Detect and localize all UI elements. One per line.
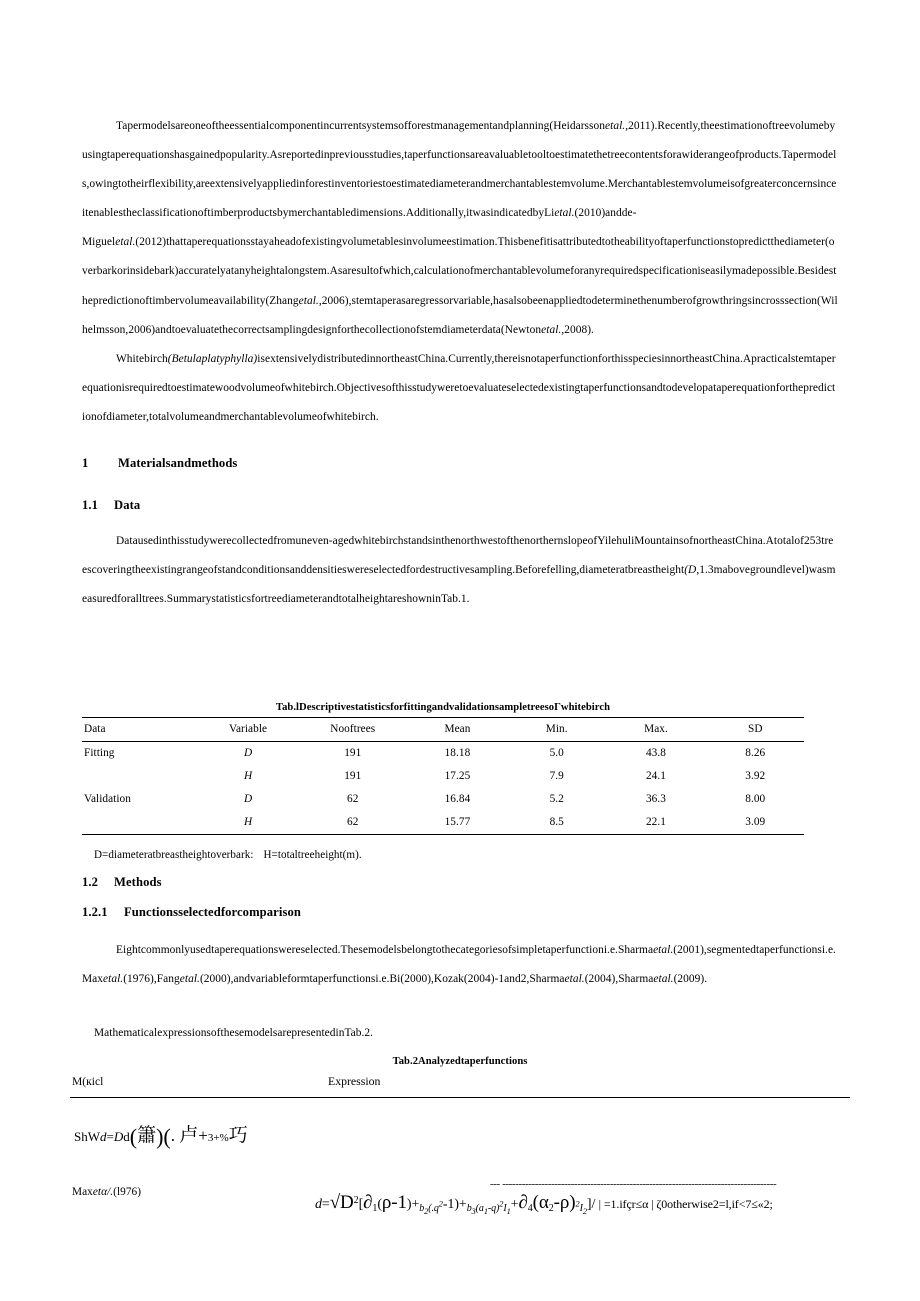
species-name: (Betulaplatyphylla) bbox=[167, 352, 258, 365]
heading-title: Materialsandmethods bbox=[118, 456, 238, 471]
table-2-header bbox=[70, 1073, 850, 1098]
table-row bbox=[82, 788, 804, 811]
cell-sd: 8.26 bbox=[745, 747, 766, 759]
note-right: H=totaltreeheight(m). bbox=[263, 849, 362, 861]
methods-citation-4: etal. bbox=[564, 973, 585, 986]
col-header-nooftrees: Nooftrees bbox=[299, 718, 407, 742]
cell-mean: 18.18 bbox=[444, 747, 471, 759]
expr-var-D: D bbox=[113, 1129, 124, 1144]
col-header-data: Data bbox=[82, 718, 198, 742]
body-text-column bbox=[82, 112, 838, 614]
expr-garbled-glyph-1: 簫 bbox=[137, 1124, 157, 1146]
intro-p1-citation-1: etal. bbox=[605, 120, 626, 132]
table-row bbox=[70, 1170, 850, 1240]
cell-max: 22.1 bbox=[605, 811, 706, 835]
methods-citation-1: etal. bbox=[653, 944, 674, 956]
expr-b2: b2(.q2 bbox=[419, 1199, 443, 1216]
expr-plus: + bbox=[198, 1126, 208, 1145]
expr-condition: | =1.ifçr≤α | ζ0otherwise2=l,if<7≤«2; bbox=[598, 1197, 773, 1211]
col-header-mean: Mean bbox=[407, 718, 508, 742]
intro-paragraph-3 bbox=[82, 345, 838, 432]
cell-max: 36.3 bbox=[645, 793, 666, 805]
col-header-sd: SD bbox=[707, 718, 804, 742]
data-p1-seg2: 1.3mabovegroundlevel)wasmeasuredforalltrees.SummarystatisticsfortreediameterandtotalheightareshowninTab.1. bbox=[82, 564, 836, 606]
heading-methods bbox=[82, 872, 822, 892]
intro-p3-seg1: Whitebirch bbox=[116, 352, 168, 365]
expr-sub-3: 3+% bbox=[207, 1132, 229, 1144]
methods-citation-5: etal. bbox=[653, 973, 674, 986]
methods-p1-seg4: (2000),andvariableformtaperfunctionsi.e.Bi(2000),Kozak(2004)-1and2,Sharma bbox=[199, 973, 565, 986]
model-name: Max bbox=[72, 1186, 93, 1198]
table-row bbox=[82, 765, 804, 788]
cell-nooftrees: 191 bbox=[344, 770, 362, 782]
intro-p2-seg3: ,2006),stemtaperasaregressorvariable,hasalsobeenappliedtodeterminethenumberofgrowthringsincrosssection(Wilhelmsson,2006)andtoevaluatethecorrectsamplingdesignforthecollectionofstemdiameterdata(Newton bbox=[82, 294, 838, 336]
heading-materials-and-methods bbox=[82, 453, 838, 473]
expression-max-1976: $d=√D^2[\partial_1(\rho-1)+_{b_2(.q^2}-1)+_{b_3(a_1-q)^2I_1}+\partial_4(\alpha 2-\rho)_{^2I_2}]/$ | =1.ifçr≤α | ζ0otherwise2=l,if<7≤«2; bbox=[315, 1192, 773, 1216]
expr-partial-4: ∂ bbox=[518, 1192, 528, 1213]
col-header-model: M(кicl bbox=[72, 1075, 104, 1088]
heading-number: 1 bbox=[82, 456, 89, 471]
methods-p1-seg2: (2001),segmentedtaperfunctionsi.e.Max bbox=[82, 944, 836, 986]
cell-mean: 15.77 bbox=[407, 811, 508, 835]
col-header-expression: Expression bbox=[328, 1074, 381, 1088]
intro-p2-citation-2: etal. bbox=[298, 294, 319, 307]
expr-partial-1: ∂ bbox=[363, 1192, 373, 1213]
cell-sd: 3.92 bbox=[745, 770, 766, 782]
cell-data: Fitting bbox=[84, 747, 115, 759]
model-inline-label: ShW bbox=[74, 1129, 100, 1144]
methods-p1-seg6: (2009). bbox=[673, 973, 708, 986]
spacer bbox=[82, 473, 838, 495]
expr-i2: 2I2 bbox=[575, 1199, 587, 1216]
cell-variable: D bbox=[243, 747, 253, 759]
intro-paragraph-1 bbox=[82, 112, 838, 228]
expr-alpha-2: (α2-ρ) bbox=[532, 1192, 576, 1214]
expr-sqrt: $√D^2$ bbox=[329, 1192, 359, 1213]
expr-paren-close: ) bbox=[156, 1124, 164, 1149]
cell-nooftrees: 191 bbox=[344, 747, 362, 759]
col-header-min: Min. bbox=[508, 718, 605, 742]
table-1-grid bbox=[82, 717, 804, 835]
col-header-variable: Variable bbox=[198, 718, 299, 742]
cell-min: 8.5 bbox=[508, 811, 605, 835]
expr-var-d: d bbox=[100, 1129, 107, 1144]
data-p1-symbol: (D, bbox=[684, 564, 700, 577]
expr-garbled-glyph-2: 卢 bbox=[179, 1124, 199, 1146]
table-row bbox=[82, 811, 804, 835]
heading-title: Functionsselectedforcomparison bbox=[124, 905, 301, 919]
cell-sd: 3.09 bbox=[707, 811, 804, 835]
methods-p1-seg3: (1976),Fang bbox=[123, 973, 180, 986]
intro-p2-seg2: (2012)thattaperequationsstayaheadofexistingvolumetablesinvolumeestimation.Thisbenefitisattributedtotheabilityoftaperfunctionstopredictthediameter(overbarkorinsidebark)accuratelyatanyheightalongstem.Asaresultofwhich,calculationofmerchantablevolumeforanyrequiredspecificationiseasilymadepossible.Besidesthepredictionoftimbervolumeavailability(Zhang bbox=[82, 236, 837, 307]
intro-p2-citation-3: etal. bbox=[541, 323, 562, 336]
table-1-caption: Tab.lDescriptivestatisticsforfittingandvalidationsampletreesoΓwhitebirch bbox=[275, 702, 611, 713]
model-label-max bbox=[72, 1186, 141, 1198]
heading-number: 1.1 bbox=[82, 498, 99, 513]
table-2 bbox=[70, 1054, 850, 1240]
expression-sharma: ShWd=Dd(簫)(. 卢+3+%巧 bbox=[74, 1124, 248, 1149]
heading-functions-selected bbox=[82, 902, 822, 922]
model-year: (l976) bbox=[113, 1186, 142, 1198]
table-2-caption: Tab.2Analyzedtaperfunctions bbox=[392, 1056, 528, 1067]
intro-p1-seg1: Tapermodelsareoneoftheessentialcomponentincurrentsystemsofforestmanagementandplanning(Heidarsson bbox=[116, 120, 606, 132]
intro-p2-seg1: Miguel bbox=[82, 236, 116, 249]
data-p1-seg1: Datausedinthisstudywerecollectedfromuneven-agedwhitebirchstandsinthenorthwestofthenorthernslopeofYilehuliMountainsofnortheastChina.Atotalof253treescoveringtheexistingrangeofstandconditionsanddensitieswereselectedfordestructivesampling.Beforefelling,diameteratbreastheight bbox=[82, 535, 834, 577]
heading-title: Methods bbox=[114, 875, 162, 889]
expr-paren-open: ( bbox=[129, 1124, 138, 1149]
heading-number: 1.2.1 bbox=[82, 905, 108, 919]
intro-p1-seg3: (2010)andde- bbox=[574, 207, 637, 220]
cell-nooftrees: 62 bbox=[299, 811, 407, 835]
cell-sd: 8.00 bbox=[745, 793, 766, 805]
cell-nooftrees: 62 bbox=[347, 793, 359, 805]
heading-title: Data bbox=[114, 498, 141, 513]
data-paragraph-1 bbox=[82, 527, 838, 614]
intro-p2-seg4: ,2008). bbox=[561, 323, 594, 336]
methods-paragraph-2: MathematicalexpressionsofthesemodelsarepresentedinTab.2. bbox=[94, 1027, 374, 1039]
col-header-max: Max. bbox=[605, 718, 706, 742]
cell-variable: H bbox=[243, 770, 253, 782]
expression-dashed-rule: --- ------------------------------------------------------------------------------------ bbox=[490, 1178, 777, 1190]
heading-number: 1.2 bbox=[82, 875, 99, 889]
cell-data bbox=[82, 811, 198, 835]
expr-b3: b3(a1-q)2I1 bbox=[466, 1199, 511, 1216]
spacer bbox=[82, 515, 838, 527]
methods-citation-3: etal. bbox=[179, 973, 200, 986]
methods-citation-2: etal. bbox=[103, 973, 124, 986]
methods-text-column bbox=[82, 936, 838, 994]
table-row bbox=[82, 742, 804, 766]
table-1 bbox=[82, 700, 804, 835]
intro-p1-seg2: ,2011).Recently,theestimationoftreevolumebyusingtaperequationshasgainedpopularity.Asreportedinpreviousstudies,taperfunctionsareavaluabletooltoestimatethetreecontentsforawiderangeofproducts.Tapermodels,owingtotheirflexibility,areextensivelyappliedinforestinventoriestoestimatediameterandmerchantablestemvolume.Merchantablestemvolumeisofgreaterconcernsinceitenablestheclassificationoftimberproductsbymerchantabledimensions.Additionally,itwasindicatedbyLi bbox=[82, 120, 837, 220]
cell-min: 7.9 bbox=[549, 770, 564, 782]
methods-p1-seg5: (2004),Sharma bbox=[584, 973, 654, 986]
table-1-header bbox=[82, 718, 804, 742]
methods-paragraph-1 bbox=[82, 936, 838, 994]
table-1-body bbox=[82, 742, 804, 835]
cell-max: 24.1 bbox=[645, 770, 666, 782]
cell-variable: H bbox=[198, 811, 299, 835]
cell-mean: 16.84 bbox=[444, 793, 471, 805]
intro-p2-citation-1: etal. bbox=[115, 236, 136, 249]
cell-data bbox=[82, 765, 198, 788]
cell-variable: D bbox=[243, 793, 253, 805]
note-left: D=diameteratbreastheightoverbark: bbox=[94, 849, 254, 861]
cell-min: 5.2 bbox=[549, 793, 564, 805]
intro-p1-citation-2: etal. bbox=[554, 207, 575, 220]
intro-paragraph-2 bbox=[82, 228, 838, 344]
model-etal: etα/. bbox=[92, 1186, 114, 1198]
methods-headings bbox=[82, 872, 822, 922]
table-1-note bbox=[94, 849, 362, 861]
expr-paren-open-2: ( bbox=[163, 1124, 171, 1149]
table-row bbox=[70, 1098, 850, 1170]
expr-rho-1: ρ-1 bbox=[381, 1192, 407, 1213]
expr-garbled-glyph-3: 巧 bbox=[228, 1124, 248, 1146]
spacer bbox=[82, 432, 838, 453]
cell-max: 43.8 bbox=[645, 747, 666, 759]
cell-min: 5.0 bbox=[549, 747, 564, 759]
expr-fragment: . bbox=[170, 1126, 180, 1145]
methods-p1-seg1: Eightcommonlyusedtaperequationswereselected.Thesemodelsbelongtothecategoriesofsimpletaperfunctioni.e.Sharma bbox=[116, 944, 654, 956]
cell-data: Validation bbox=[84, 793, 131, 805]
heading-data bbox=[82, 495, 838, 515]
table-header-row bbox=[82, 718, 804, 742]
expr-var-d: d bbox=[315, 1197, 322, 1212]
cell-mean: 17.25 bbox=[444, 770, 471, 782]
intro-p3-seg2: isextensivelydistributedinnortheastChina.Currently,thereisnotaperfunctionforthisspeciesinnortheastChina.Apracticalstemtaperequationisrequiredtoestimatewoodvolumeofwhitebirch.Objectivesofthisstudyweretoevaluateselectedexistingtaperfunctionsandtodevelopataperequationforthepredictionofdiameter,totalvolumeandmerchantablevolumeofwhitebirch. bbox=[82, 352, 836, 423]
